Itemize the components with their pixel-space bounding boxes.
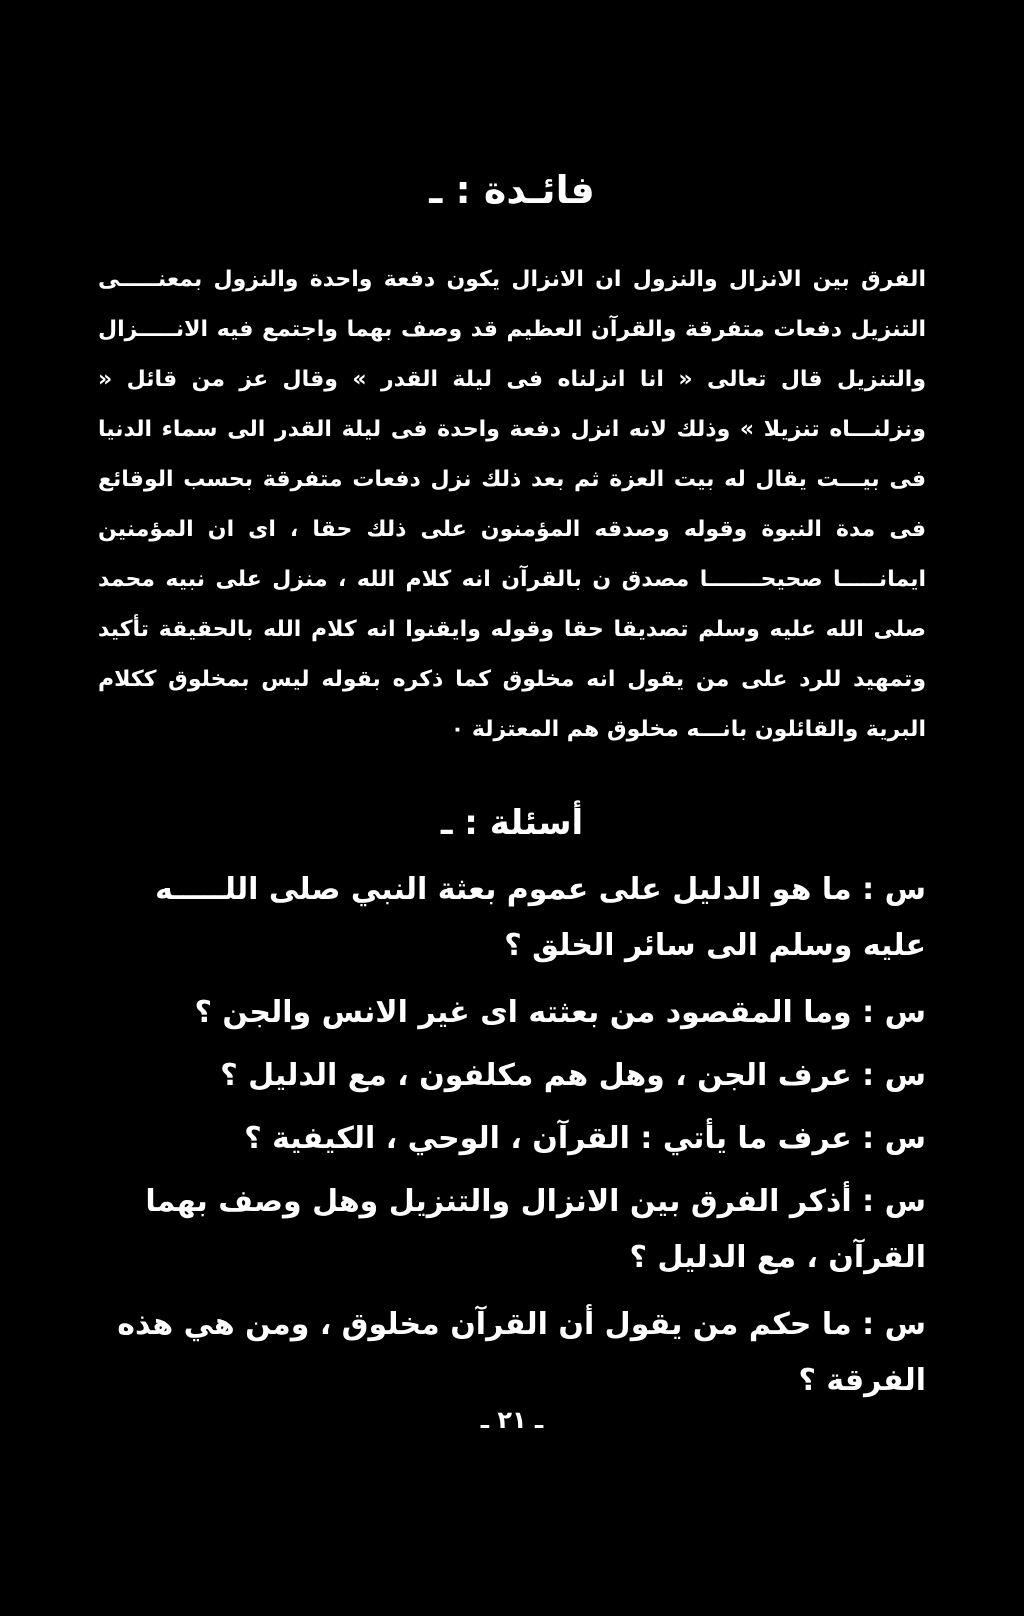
- question-label: س :: [862, 1307, 926, 1342]
- question-item: [98, 1297, 926, 1409]
- page-number: ـ ٢١ ـ: [480, 1406, 544, 1434]
- question-item: [98, 862, 926, 974]
- question-text: وما المقصود من بعثته اى غير الانس والجن ؟: [194, 995, 852, 1030]
- question-item: [98, 1048, 926, 1104]
- question-text: عرف ما يأتي : القرآن ، الوحي ، الكيفية ؟: [244, 1121, 852, 1156]
- section-heading-fawaid: فائـدة : ـ: [429, 168, 595, 212]
- question-item: [98, 1111, 926, 1167]
- question-item: [98, 1174, 926, 1286]
- question-text: أذكر الفرق بين الانزال والتنزيل وهل وصف بهما القرآن ، مع الدليل ؟: [145, 1184, 926, 1275]
- section-heading-questions: أسئلة : ـ: [440, 803, 584, 843]
- question-item: [98, 985, 926, 1041]
- question-label: س :: [862, 872, 926, 907]
- question-text: عرف الجن ، وهل هم مكلفون ، مع الدليل ؟: [220, 1058, 852, 1093]
- question-label: س :: [862, 1058, 926, 1093]
- question-text: ما هو الدليل على عموم بعثة النبي صلى اللـــــه عليه وسلم الى سائر الخلق ؟: [155, 872, 926, 963]
- explanation-paragraph: الفرق بين الانزال والنزول ان الانزال يكون دفعة واحدة والنزول بمعنـــــى التنزيل دفعات متفرقة والقرآن العظيم قد وصف بهما واجتمع فيه الانـــــزال والتنزيل قال تعالى « انا انزلناه فى ليلة القدر » وقال عز من قائل « ونزلنـــاه تنزيلا » وذلك لانه انزل دفعة واحدة فى ليلة القدر الى سماء الدنيا فى بيـــت يقال له بيت العزة ثم بعد ذلك نزل دفعات متفرقة بحسب الوقائع فى مدة النبوة وقوله وصدقه المؤمنون على ذلك حقا ، اى ان المؤمنين ايمانـــــا صحيحـــــــا مصدق ن بالقرآن انه كلام الله ، منزل على نبيه محمد صلى الله عليه وسلم تصديقا حقا وقوله وايقنوا انه كلام الله بالحقيقة تأكيد وتمهيد للرد على من يقول انه مخلوق كما ذكره بقوله ليس بمخلوق ككلام البرية والقائلون بانـــه مخلوق هم المعتزلة ٠: [98, 267, 926, 742]
- question-label: س :: [862, 1121, 926, 1156]
- question-text: ما حكم من يقول أن القرآن مخلوق ، ومن هي هذه الفرقة ؟: [117, 1307, 926, 1398]
- question-label: س :: [862, 1184, 926, 1219]
- question-label: س :: [862, 995, 926, 1030]
